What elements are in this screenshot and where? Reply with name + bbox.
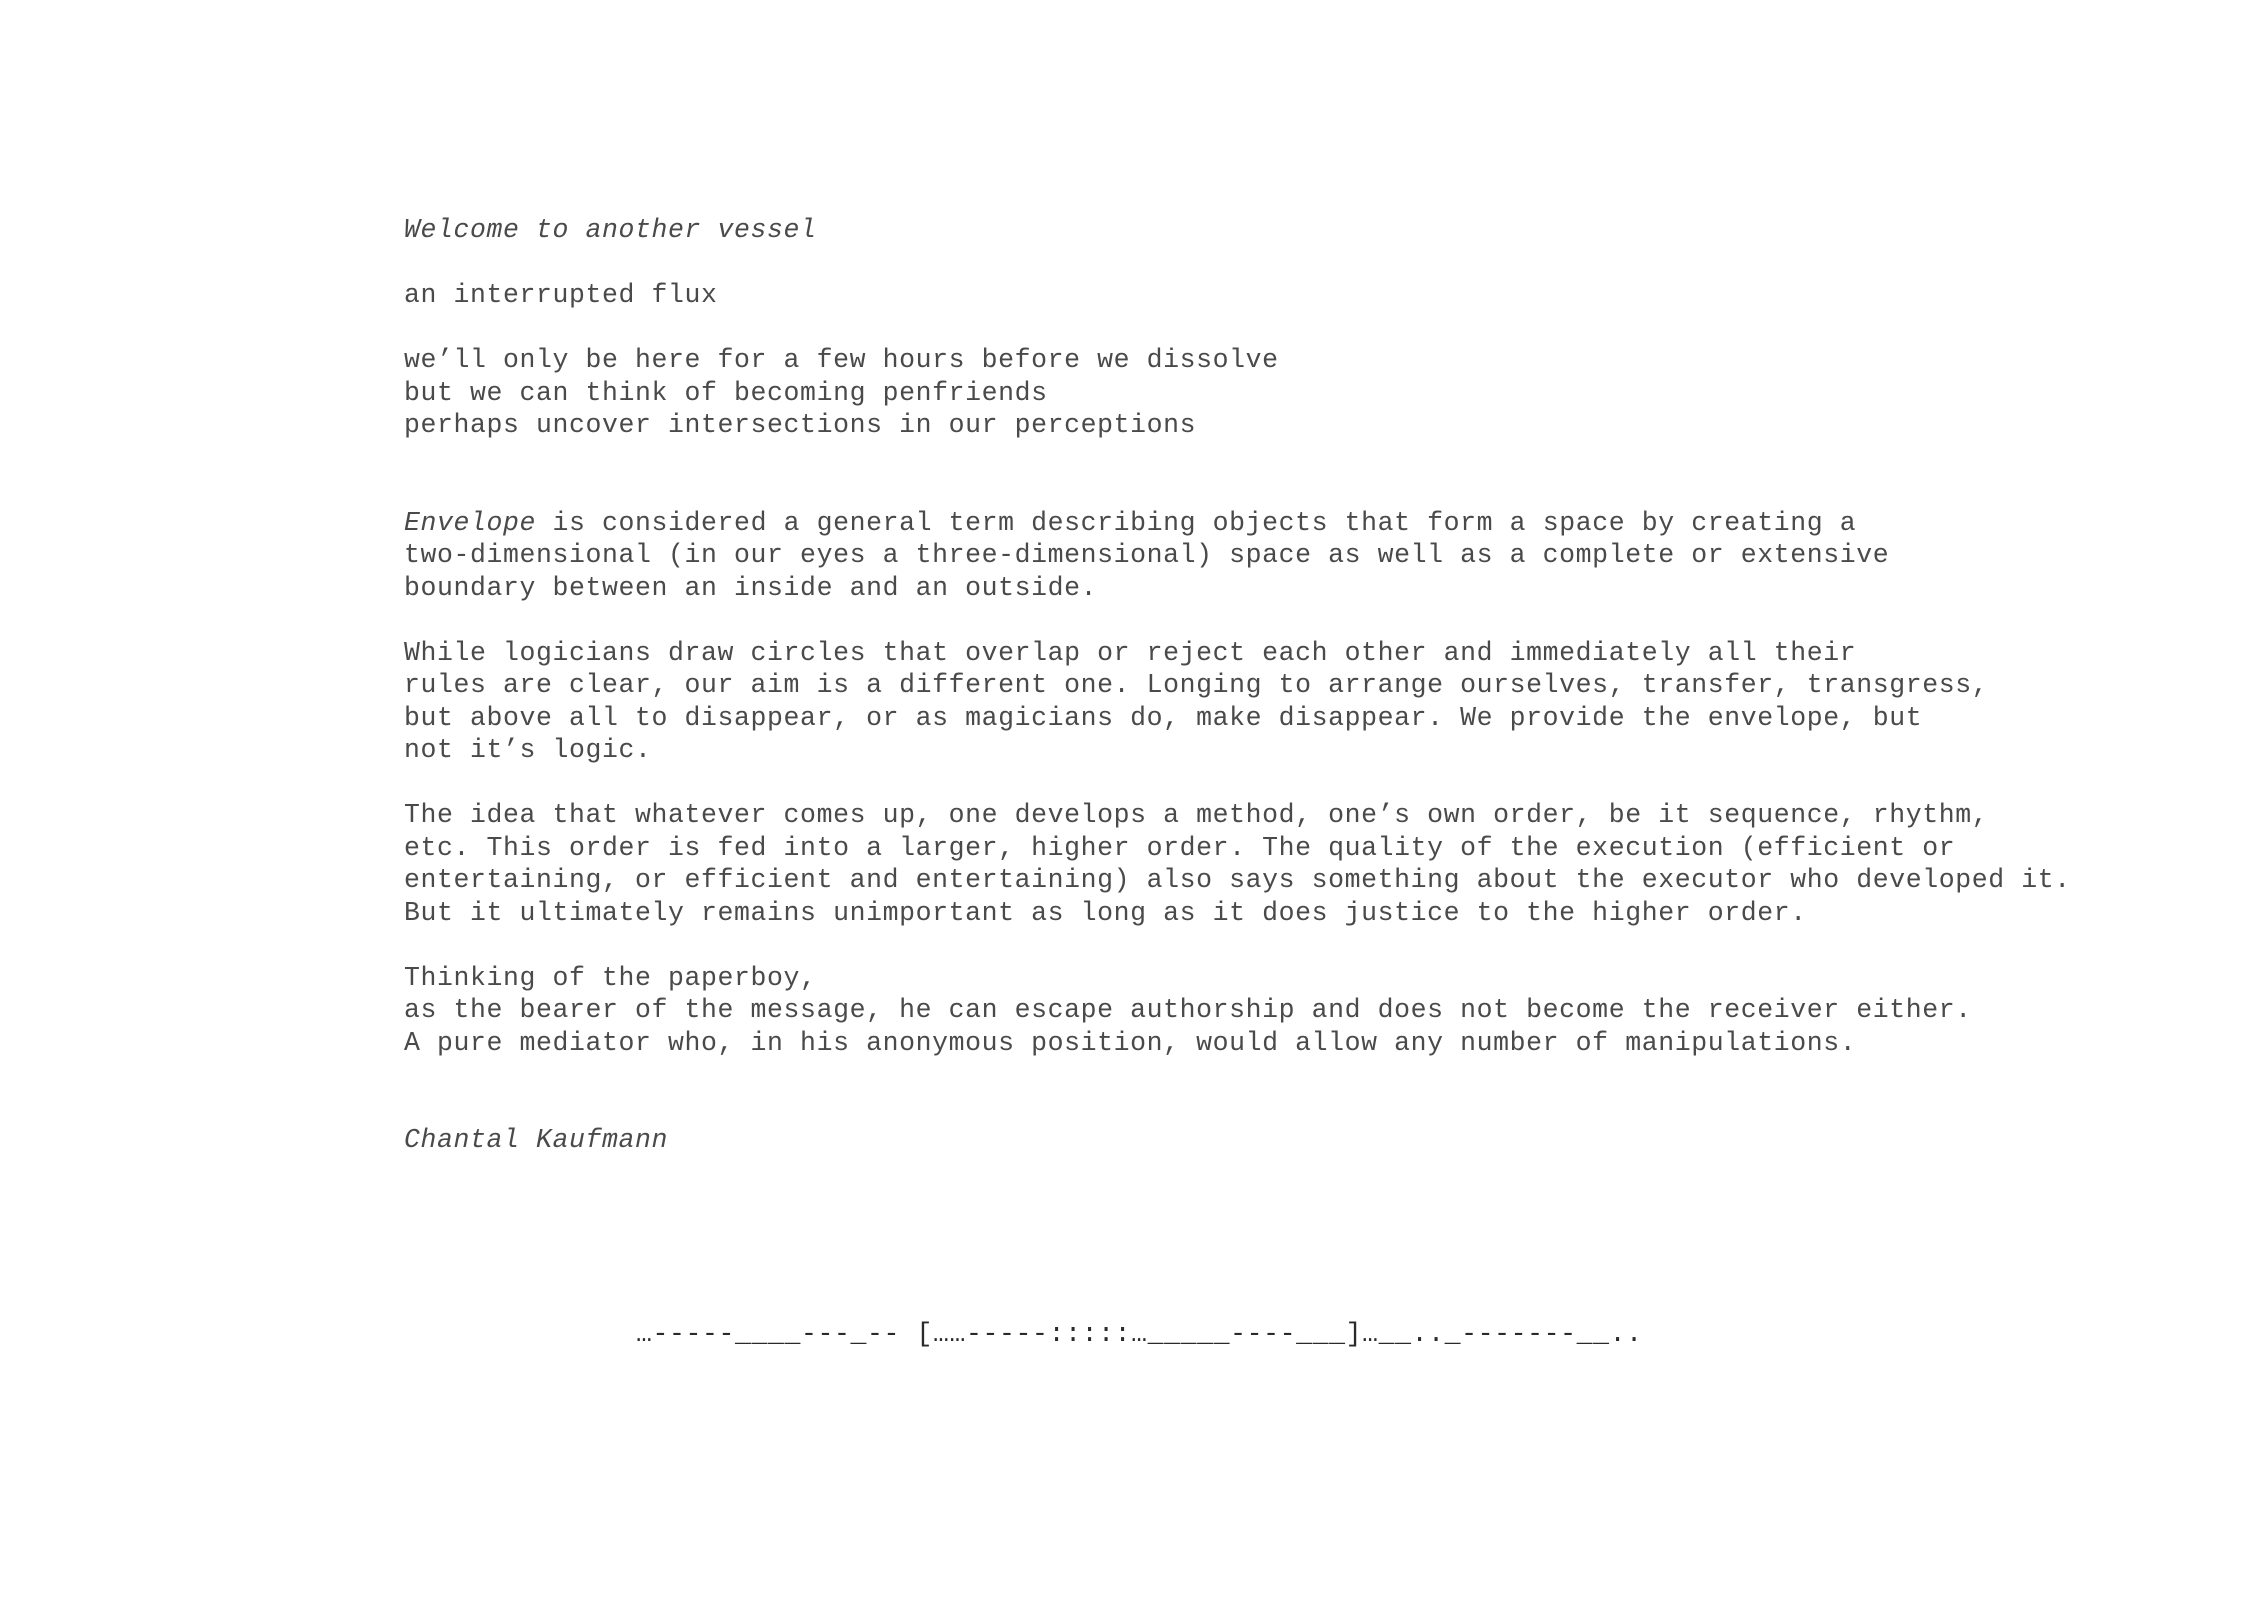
- logic-paragraph-line: rules are clear, our aim is a different one. Longing to arrange ourselves, transfer, transgress,: [404, 670, 1989, 700]
- greeting-subtitle: an interrupted flux: [404, 280, 718, 310]
- spacer: [404, 767, 2104, 800]
- envelope-paragraph-line: [404, 507, 2104, 540]
- spacer: [404, 312, 2104, 345]
- order-paragraph-line: The idea that whatever comes up, one develops a method, one’s own order, be it sequence, rhythm,: [404, 800, 1989, 830]
- author-signature: Chantal Kaufmann: [404, 1125, 669, 1155]
- document-body: [404, 214, 2104, 1157]
- spacer: [404, 247, 2104, 280]
- order-paragraph-line: But it ultimately remains unimportant as long as it does justice to the higher order.: [404, 897, 1807, 928]
- order-paragraph-line: etc. This order is fed into a larger, higher order. The quality of the execution (efficient or: [404, 832, 1956, 863]
- order-paragraph-line: entertaining, or efficient and entertaining) also says something about the executor who developed it.: [404, 865, 2071, 895]
- envelope-paragraph-line: boundary between an inside and an outside.: [404, 572, 1098, 603]
- decorative-divider: …-----____---_-- [……-----:::::…_____----___]…__.._-------__..: [636, 1319, 1643, 1349]
- logic-paragraph-line: but above all to disappear, or as magicians do, make disappear. We provide the envelope, but: [404, 702, 1923, 733]
- logic-paragraph-line: While logicians draw circles that overlap or reject each other and immediately all their: [404, 637, 1857, 668]
- spacer: [404, 442, 2104, 507]
- spacer: [404, 1059, 2104, 1124]
- greeting-title: Welcome to another vessel: [404, 215, 817, 245]
- envelope-paragraph-line: two-dimensional (in our eyes a three-dimensional) space as well as a complete or extensive: [404, 540, 1890, 570]
- paperboy-paragraph-line: Thinking of the paperboy,: [404, 962, 817, 993]
- spacer: [404, 604, 2104, 637]
- paperboy-paragraph-line: A pure mediator who, in his anonymous position, would allow any number of manipulations.: [404, 1027, 1857, 1058]
- paperboy-paragraph-line: as the bearer of the message, he can escape authorship and does not become the receiver either.: [404, 995, 1972, 1025]
- greeting-line: perhaps uncover intersections in our perceptions: [404, 410, 1197, 440]
- logic-paragraph-line: not it’s logic.: [404, 735, 652, 765]
- envelope-line1-rest: is considered a general term describing objects that form a space by creating a: [536, 507, 1857, 538]
- greeting-line: we’ll only be here for a few hours before we dissolve: [404, 345, 1279, 375]
- greeting-line: but we can think of becoming penfriends: [404, 377, 1048, 408]
- envelope-term: Envelope: [404, 507, 537, 538]
- spacer: [404, 929, 2104, 962]
